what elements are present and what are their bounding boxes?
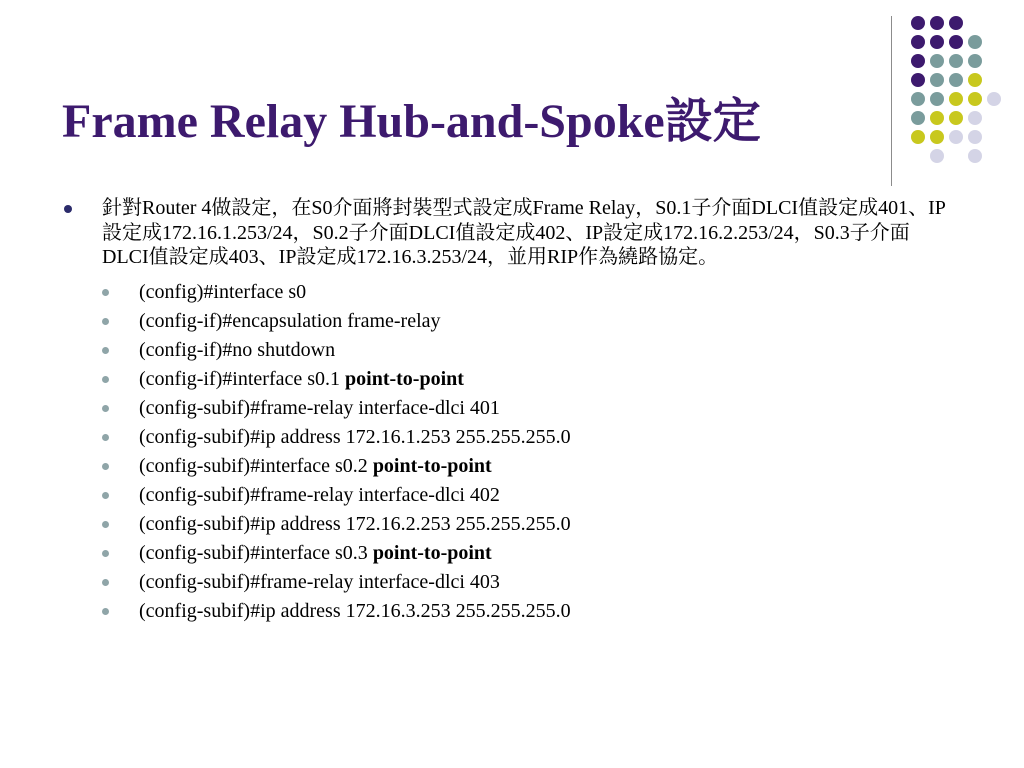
command-text: (config-subif)#ip address 172.16.2.253 255.255.255.0 xyxy=(139,512,571,535)
slide-title: Frame Relay Hub-and-Spoke設定 xyxy=(62,95,761,148)
decor-dot xyxy=(930,35,944,49)
decor-dot xyxy=(949,130,963,144)
decor-dot xyxy=(968,111,982,125)
sub-bullet-dot-icon xyxy=(102,289,109,296)
sub-bullet-dot-icon xyxy=(102,608,109,615)
command-item xyxy=(62,278,962,307)
sub-bullet-dot-icon xyxy=(102,376,109,383)
decorative-dot-grid xyxy=(0,0,1024,200)
command-item xyxy=(62,336,962,365)
decor-dot xyxy=(930,54,944,68)
decor-dot xyxy=(911,35,925,49)
bullet-dot-icon xyxy=(64,205,72,213)
command-item xyxy=(62,365,962,394)
sub-bullet-dot-icon xyxy=(102,463,109,470)
decor-dot xyxy=(949,35,963,49)
decor-dot xyxy=(968,130,982,144)
main-bullet-item xyxy=(62,196,952,270)
command-text: (config-subif)#ip address 172.16.1.253 255.255.255.0 xyxy=(139,425,571,448)
sub-bullet-dot-icon xyxy=(102,318,109,325)
command-text: (config-subif)#interface s0.3 xyxy=(139,541,373,564)
decor-dot xyxy=(949,73,963,87)
sub-bullet-dot-icon xyxy=(102,434,109,441)
command-text: (config-subif)#frame-relay interface-dlci 403 xyxy=(139,570,500,593)
decor-dot xyxy=(930,111,944,125)
command-item xyxy=(62,452,962,481)
decor-dot xyxy=(949,54,963,68)
decor-dot xyxy=(911,73,925,87)
command-item xyxy=(62,539,962,568)
decor-dot xyxy=(968,54,982,68)
decor-dot xyxy=(930,73,944,87)
decor-dot xyxy=(949,16,963,30)
command-bold-text: point-to-point xyxy=(372,541,492,564)
decor-dot xyxy=(911,16,925,30)
command-item xyxy=(62,481,962,510)
command-text: (config-subif)#frame-relay interface-dlci 401 xyxy=(139,396,500,419)
sub-bullet-dot-icon xyxy=(102,579,109,586)
command-item xyxy=(62,597,962,626)
sub-bullet-dot-icon xyxy=(102,492,109,499)
decor-dot xyxy=(930,149,944,163)
decor-dot xyxy=(930,130,944,144)
decor-dot xyxy=(987,92,1001,106)
command-item xyxy=(62,568,962,597)
sub-bullet-dot-icon xyxy=(102,550,109,557)
command-bold-text: point-to-point xyxy=(372,454,492,477)
decor-dot xyxy=(968,92,982,106)
decor-dot xyxy=(911,111,925,125)
command-text: (config)#interface s0 xyxy=(139,280,307,303)
decor-dot xyxy=(949,111,963,125)
command-text: (config-if)#interface s0.1 xyxy=(139,367,346,390)
sub-bullet-dot-icon xyxy=(102,347,109,354)
command-text: (config-subif)#ip address 172.16.3.253 255.255.255.0 xyxy=(139,599,571,622)
decor-dot xyxy=(930,16,944,30)
command-item xyxy=(62,510,962,539)
command-list xyxy=(62,278,962,626)
sub-bullet-dot-icon xyxy=(102,521,109,528)
decor-dot xyxy=(911,92,925,106)
command-text: (config-subif)#interface s0.2 xyxy=(139,454,373,477)
command-bold-text: point-to-point xyxy=(345,367,464,390)
sub-bullet-dot-icon xyxy=(102,405,109,412)
command-text: (config-subif)#frame-relay interface-dlci 402 xyxy=(139,483,500,506)
decor-dot xyxy=(911,54,925,68)
decor-dot xyxy=(968,35,982,49)
command-text: (config-if)#encapsulation frame-relay xyxy=(139,309,441,332)
main-bullet-text: 針對Router 4做設定，在S0介面將封裝型式設定成Frame Relay，S0.1子介面DLCI值設定成401、IP設定成172.16.1.253/24，S0.2子介面DLCI值設定成402、IP設定成172.16.2.253/24，S0.3子介面DLCI值設定成403、IP設定成172.16.3.253/24，並用RIP作為繞路協定。 xyxy=(102,197,946,268)
command-item xyxy=(62,307,962,336)
command-text: (config-if)#no shutdown xyxy=(139,338,336,361)
decor-dot xyxy=(968,149,982,163)
decor-dot xyxy=(949,92,963,106)
decor-dot xyxy=(930,92,944,106)
command-item xyxy=(62,394,962,423)
decor-dot xyxy=(968,73,982,87)
decor-dot xyxy=(911,130,925,144)
slide-body xyxy=(62,196,962,626)
command-item xyxy=(62,423,962,452)
